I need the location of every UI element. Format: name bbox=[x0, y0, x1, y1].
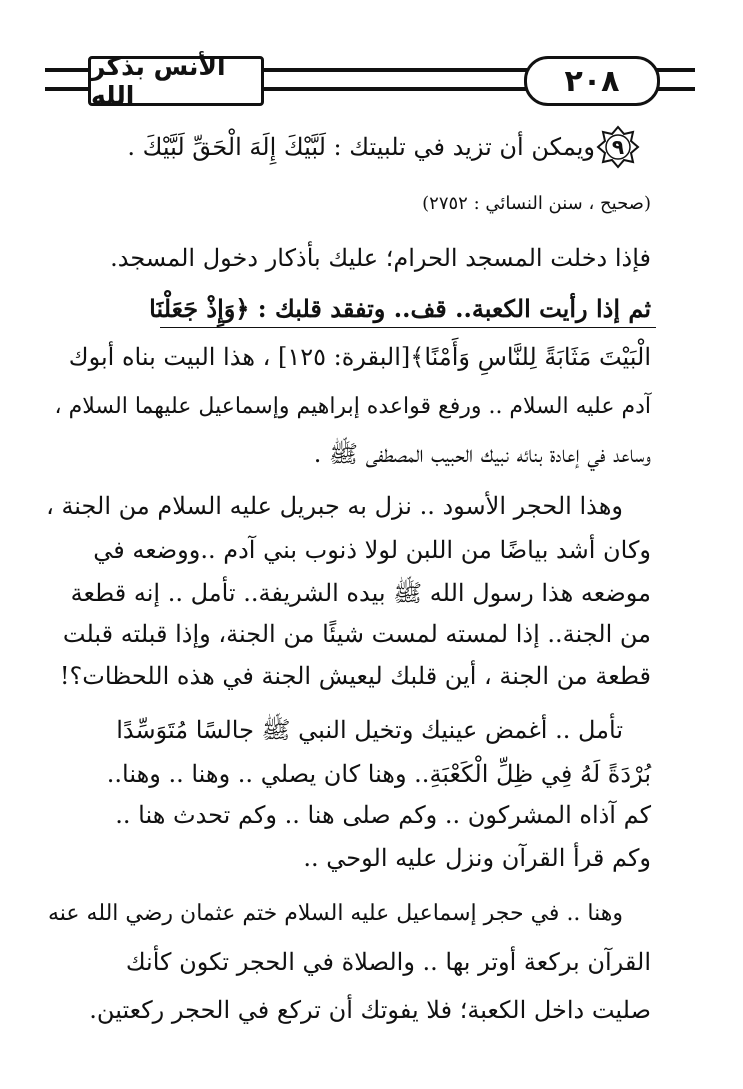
text-line: الْبَيْتَ مَثَابَةً لِلنَّاسِ وَأَمْنًا﴾[البقرة: ١٢٥] ، هذا البيت بناه أبوك bbox=[68, 343, 651, 371]
citation: (صحيح ، سنن النسائي : ٢٧٥٢) bbox=[422, 193, 651, 214]
text-line: ثم إذا رأيت الكعبة.. قف.. وتفقد قلبك : ﴿وَإِذْ جَعَلْنَا bbox=[149, 294, 651, 323]
text-line: القرآن بركعة أوتر بها .. والصلاة في الحجر تكون كأنك bbox=[125, 948, 651, 976]
text-line: وهنا .. في حجر إسماعيل عليه السلام ختم عثمان رضي الله عنه bbox=[47, 901, 623, 926]
text-line: بُرْدَةً لَهُ فِي ظِلِّ الْكَعْبَةِ.. وهنا كان يصلي .. وهنا .. وهنا.. bbox=[106, 760, 651, 788]
text-line: وكان أشد بياضًا من اللبن لولا ذنوب بني آدم ..ووضعه في bbox=[93, 536, 651, 564]
badge-number: ٩ bbox=[611, 135, 625, 159]
text-line: موضعه هذا رسول الله ﷺ بيده الشريفة.. تأمل .. إنه قطعة bbox=[70, 579, 651, 607]
running-title-box bbox=[88, 52, 264, 110]
numbered-badge bbox=[596, 125, 640, 169]
text-line: تأمل .. أغمض عينيك وتخيل النبي ﷺ جالسًا مُتَوَسِّدًا bbox=[116, 716, 623, 744]
text-line: قطعة من الجنة ، أين قلبك ليعيش الجنة في هذه اللحظات؟! bbox=[59, 662, 651, 690]
text-line: من الجنة.. إذا لمسته لمست شيئًا من الجنة، وإذا قبلته قبلت bbox=[62, 620, 651, 648]
running-title: الأنس بذكر الله bbox=[91, 52, 226, 110]
text-line: ويمكن أن تزيد في تلبيتك : لَبَّيْكَ إِلَهَ الْحَقِّ لَبَّيْكَ . bbox=[127, 133, 595, 161]
page-number: ٢٠٨ bbox=[564, 63, 620, 99]
text-line: آدم عليه السلام .. ورفع قواعده إبراهيم وإسماعيل عليهما السلام ، bbox=[54, 394, 651, 419]
text-line: كم آذاه المشركون .. وكم صلى هنا .. وكم تحدث هنا .. bbox=[115, 801, 651, 829]
underline-rule bbox=[160, 327, 656, 328]
text-line: وكم قرأ القرآن ونزل عليه الوحي .. bbox=[303, 844, 651, 872]
text-line: وساعد في إعادة بنائه نبيك الحبيب المصطفى ﷺ . bbox=[313, 440, 651, 468]
text-line: صليت داخل الكعبة؛ فلا يفوتك أن تركع في الحجر ركعتين. bbox=[89, 996, 651, 1024]
text-line: فإذا دخلت المسجد الحرام؛ عليك بأذكار دخول المسجد. bbox=[110, 244, 651, 272]
text-line: وهذا الحجر الأسود .. نزل به جبريل عليه السلام من الجنة ، bbox=[46, 492, 623, 520]
page-number-oval bbox=[524, 56, 660, 106]
